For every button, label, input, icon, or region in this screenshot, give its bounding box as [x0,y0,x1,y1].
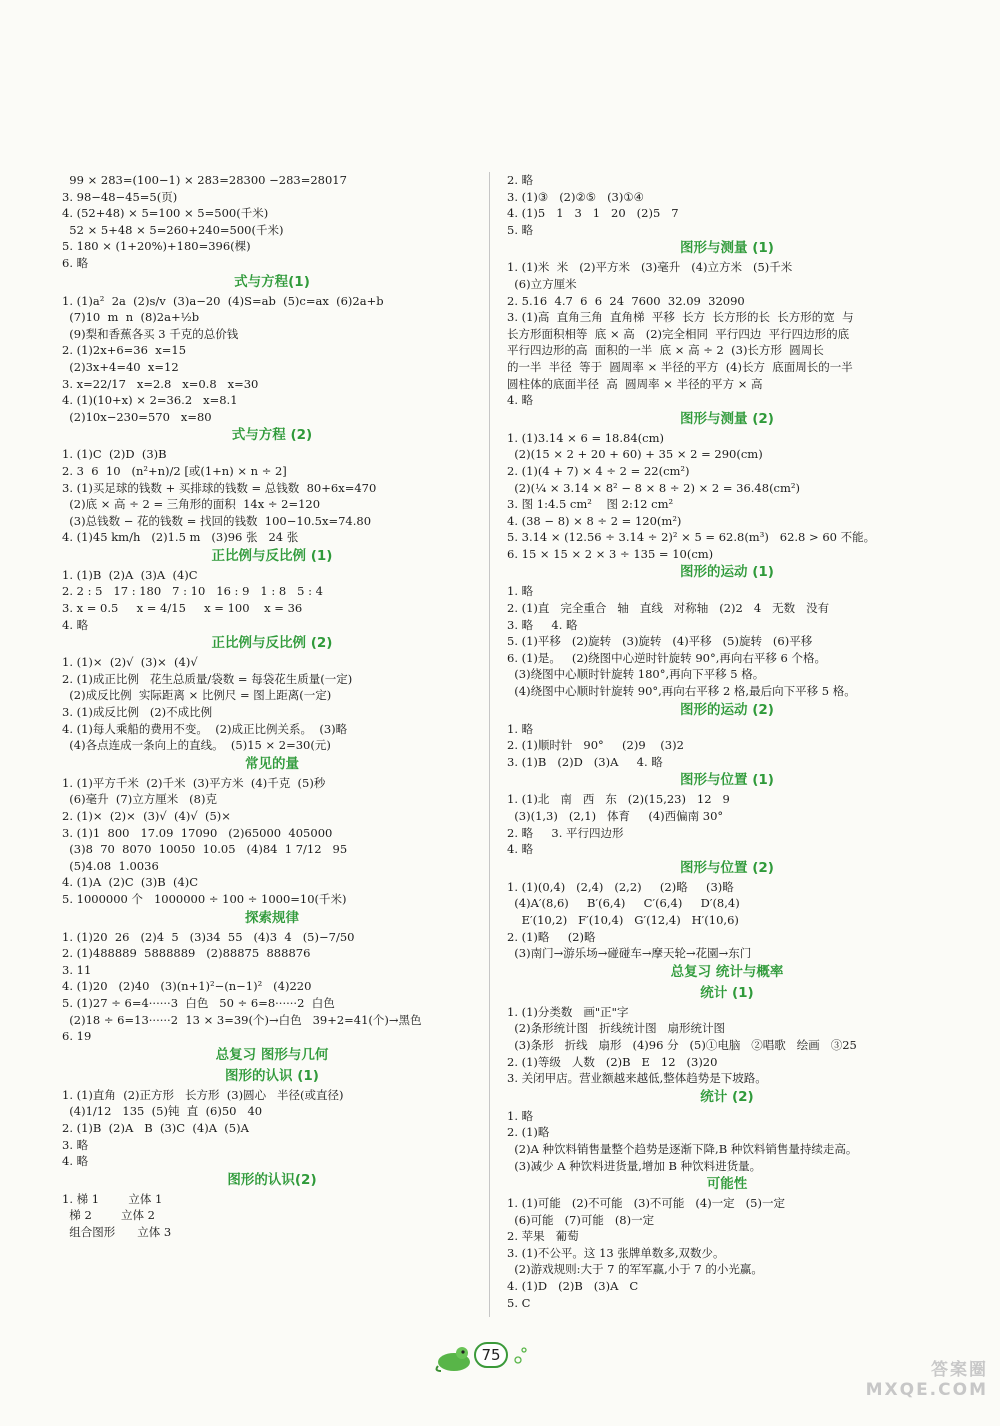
answer-line: (7)10 m n (8)2a+½b [62,310,200,325]
answer-line: 1. 略 [507,721,534,736]
answer-line: (2)10x−230=570 x=80 [62,409,212,424]
answer-line: (3)减少 A 种饮料进货量,增加 B 种饮料进货量。 [507,1158,762,1173]
answer-line: 3. 略 4. 略 [507,617,578,632]
answer-line: 6. 19 [62,1029,92,1044]
answer-line: 1. (1)(0,4) (2,4) (2,2) (2)略 (3)略 [507,879,734,894]
answer-line: 2. 5.16 4.7 6 6 24 7600 32.09 32090 [507,293,745,308]
answer-line: (3)(1,3) (2,1) 体育 (4)西偏南 30° [507,809,724,823]
section-heading: 图形的认识(2) [227,1171,317,1188]
answer-line: 1. (1)C (2)D (3)B [62,447,167,462]
answer-line: 2. (1)(4 + 7) × 4 ÷ 2 = 22(cm²) [507,463,690,478]
answer-line: 3. x = 0.5 x = 4/15 x = 100 x = 36 [62,601,303,616]
answer-line: 3. 11 [62,962,92,977]
answer-line: 1. (1)3.14 × 6 = 18.84(cm) [507,430,664,445]
answer-line: 1. (1)米 米 (2)平方米 (3)毫升 (4)立方米 (5)千米 [507,260,793,275]
answer-line: (6)毫升 (7)立方厘米 (8)克 [62,792,217,807]
answer-line: 5. C [507,1295,531,1310]
section-heading: 总复习 统计与概率 [670,963,784,980]
answer-line: 2. (1)B (2)A B (3)C (4)A (5)A [62,1120,249,1135]
answer-line: 6. 略 [62,255,89,270]
answer-line: 5. 3.14 × (12.56 ÷ 3.14 ÷ 2)² × 5 = 62.8(m³) 62.8 > 60 不能。 [507,530,876,545]
answer-line: 1. (1)可能 (2)不可能 (3)不可能 (4)一定 (5)一定 [507,1196,785,1211]
answer-line: 3. 略 [62,1137,89,1152]
section-heading: 图形与位置 (1) [680,772,774,789]
answer-line: (4)绕图中心顺时针旋转 90°,再向右平移 2 格,最后向下平移 5 格。 [507,684,856,699]
answer-line: 3. 98−48−45=5(页) [62,189,178,204]
answer-line: 4. 略 [507,393,534,408]
answer-line: 长方形面积相等 底 × 高 (2)完全相同 平行四边 平行四边形的底 [507,326,850,341]
answer-line: 3. (1)高 直角三角 直角梯 平移 长方 长方形的长 长方形的宽 与 [507,310,854,325]
cartoon-mascot-icon [432,1340,476,1374]
answer-line: 5. (1)平移 (2)旋转 (3)旋转 (4)平移 (5)旋转 (6)平移 [507,634,813,649]
page-number: 75 [474,1342,508,1368]
answer-line: 3. (1)买足球的钱数 + 买排球的钱数 = 总钱数 80+6x=470 [62,480,377,495]
answer-line: 1. 略 [507,584,534,599]
answer-line: 1. (1)平方千米 (2)千米 (3)平方米 (4)千克 (5)秒 [62,775,326,790]
answer-line: 1. 梯 1 立体 1 [62,1191,163,1206]
answer-line: 3. (1)1 800 17.09 17090 (2)65000 405000 [62,825,333,840]
answer-line: 1. (1)分类数 画"正"字 [507,1004,629,1019]
answer-line: 4. (52+48) × 5=100 × 5=500(千米) [62,206,269,221]
answer-line: 2. (1)直 完全重合 轴 直线 对称轴 (2)2 4 无数 没有 [507,601,830,616]
section-heading: 图形的运动 (2) [680,701,774,718]
section-heading: 探索规律 [245,909,299,926]
answer-line: 4. (38 − 8) × 8 ÷ 2 = 120(m²) [507,513,682,528]
answer-line: 2. (1)等级 人数 (2)B E 12 (3)20 [507,1054,718,1069]
answer-line: 99 × 283=(100−1) × 283=28300 −283=28017 [62,173,347,187]
answer-line: 4. 略 [62,1154,89,1169]
answer-line: (5)4.08 1.0036 [62,858,159,873]
answer-line: (6)可能 (7)可能 (8)一定 [507,1212,655,1227]
section-heading: 式与方程 (2) [231,427,313,444]
answer-line: 2. (1)× (2)× (3)√ (4)√ (5)× [62,809,231,823]
section-heading: 统计 (1) [700,984,754,1001]
answer-line: 3. (1)B (2)D (3)A 4. 略 [507,754,663,769]
answer-line: 2. (1)顺时针 90° (2)9 (3)2 [507,738,684,753]
answer-line: (6)立方厘米 [507,276,577,291]
answer-line: 52 × 5+48 × 5=260+240=500(千米) [62,222,284,237]
answer-line: 4. 略 [507,842,534,857]
left-answer-column [62,172,482,1240]
answer-line: (2)A 种饮料销售量整个趋势是逐渐下降,B 种饮料销售量持续走高。 [507,1141,858,1156]
answer-line: 2. 苹果 葡萄 [507,1229,579,1244]
watermark-site: MXQE.COM [865,1380,988,1400]
answer-line: 3. x=22/17 x=2.8 x=0.8 x=30 [62,376,259,391]
answer-line: 5. 1000000 个 1000000 ÷ 100 ÷ 1000=10(千米) [62,891,347,906]
answer-line: 3. (1)成反比例 (2)不成比例 [62,705,213,720]
answer-line: 4. (1)D (2)B (3)A C [507,1279,639,1294]
answer-line: 1. (1)北 南 西 东 (2)(15,23) 12 9 [507,792,730,807]
answer-line: (3)总钱数 − 花的钱数 = 找回的钱数 100−10.5x=74.80 [62,513,372,528]
section-heading: 式与方程(1) [234,273,310,290]
answer-line: 1. (1)20 26 (2)4 5 (3)34 55 (4)3 4 (5)−7/50 [62,929,355,944]
answer-line: 2. (1)略 (2)略 [507,929,596,944]
section-heading: 正比例与反比例 (2) [211,635,333,652]
section-heading: 图形的运动 (1) [680,564,774,581]
answer-line: (2)游戏规则:大于 7 的军军赢,小于 7 的小光赢。 [507,1262,763,1277]
section-heading: 图形与测量 (2) [680,410,774,427]
answer-line: (3)条形 折线 扇形 (4)96 分 (5)①电脑 ②唱歌 绘画 ③25 [507,1037,857,1052]
answer-line: (3)绕图中心顺时针旋转 180°,再向下平移 5 格。 [507,667,765,682]
answer-line: (4)A′(8,6) B′(6,4) C′(6,4) D′(8,4) [507,896,740,911]
answer-line: (2)18 ÷ 6=13······2 13 × 3=39(个)→白色 39+2=41(个)→黑色 [62,1012,422,1027]
answer-line: 2. (1)成正比例 花生总质量/袋数 = 每袋花生质量(一定) [62,671,353,686]
bubble-decoration-icon [512,1340,530,1370]
section-heading: 图形与测量 (1) [680,240,774,257]
section-heading: 总复习 图形与几何 [215,1046,329,1063]
section-heading: 正比例与反比例 (1) [211,547,333,564]
answer-line: 4. (1)45 km/h (2)1.5 m (3)96 张 24 张 [62,530,299,545]
section-heading: 常见的量 [245,755,299,772]
answer-line: 2. 3 6 10 (n²+n)/2 [或(1+n) × n ÷ 2] [62,463,287,478]
answer-line: 圆柱体的底面半径 高 圆周率 × 半径的平方 × 高 [507,376,763,391]
answer-line: 2. 略 3. 平行四边形 [507,825,624,840]
answer-line: 4. (1)20 (2)40 (3)(n+1)²−(n−1)² (4)220 [62,979,312,994]
answer-line: 4. (1)A (2)C (3)B (4)C [62,875,199,890]
answer-line: 3. (1)不公平。这 13 张牌单数多,双数少。 [507,1245,725,1260]
answer-line: 1. 略 [507,1108,534,1123]
answer-line: 1. (1)B (2)A (3)A (4)C [62,567,198,582]
answer-line: (3)8 70 8070 10050 10.05 (4)84 1 7/12 95 [62,842,348,857]
answer-line: (2)成反比例 实际距离 × 比例尺 = 图上距离(一定) [62,688,332,703]
answer-line: 5. 180 × (1+20%)+180=396(棵) [62,239,251,254]
answer-line: 2. (1)略 [507,1125,550,1140]
answer-line: 3. 图 1:4.5 cm² 图 2:12 cm² [507,497,674,512]
section-heading: 图形与位置 (2) [680,859,774,876]
answer-line: 1. (1)× (2)√ (3)× (4)√ [62,655,198,670]
answer-line: 组合图形 立体 3 [62,1224,172,1239]
answer-line: (4)1/12 135 (5)钝 直 (6)50 40 [62,1104,263,1119]
section-heading: 图形的认识 (1) [225,1067,319,1084]
answer-line: (2)(¼ × 3.14 × 8² − 8 × 8 ÷ 2) × 2 = 36.48(cm²) [507,480,800,495]
answer-line: 3. (1)③ (2)②⑤ (3)①④ [507,189,644,204]
watermark-logo: 答案圈 [931,1360,988,1380]
section-heading: 可能性 [706,1176,748,1193]
watermark [818,1360,988,1420]
answer-line: 平行四边形的高 面积的一半 底 × 高 ÷ 2 (3)长方形 圆周长 [507,343,824,358]
answer-line: 2. 2 : 5 17 : 180 7 : 10 16 : 9 1 : 8 5 : 4 [62,584,323,599]
answer-line: 4. (1)每人乘船的费用不变。 (2)成正比例关系。 (3)略 [62,721,348,736]
answer-line: 4. (1)5 1 3 1 20 (2)5 7 [507,206,679,221]
answer-line: (3)南门→游乐场→碰碰车→摩天轮→花園→东门 [507,946,752,961]
answer-line: 3. 关闭甲店。营业额越来越低,整体趋势是下坡路。 [507,1071,767,1086]
answer-line: 2. 略 [507,173,534,187]
column-divider [489,172,490,1317]
answer-line: (2)(15 × 2 + 20 + 60) + 35 × 2 = 290(cm) [507,447,763,462]
answer-line: 4. (1)(10+x) × 2=36.2 x=8.1 [62,393,238,408]
right-answer-column [507,172,947,1311]
answer-line: E′(10,2) F′(10,4) G′(12,4) H′(10,6) [507,912,739,927]
answer-line: 6. 15 × 15 × 2 × 3 ÷ 135 = 10(cm) [507,546,714,561]
answer-line: (9)梨和香蕉各买 3 千克的总价钱 [62,326,239,341]
answer-line: 1. (1)直角 (2)正方形 长方形 (3)圆心 半径(或直径) [62,1087,344,1102]
answer-line: (2)底 × 高 ÷ 2 = 三角形的面积 14x ÷ 2=120 [62,497,321,512]
answer-line: 的一半 半径 等于 圆周率 × 半径的平方 (4)长方 底面周长的一半 [507,359,853,374]
answer-line: 1. (1)a² 2a (2)s/v (3)a−20 (4)S=ab (5)c=ax (6)2a+b [62,293,384,308]
answer-line: 4. 略 [62,617,89,632]
answer-line: (2)3x+4=40 x=12 [62,359,179,374]
answer-line: 梯 2 立体 2 [62,1208,155,1223]
answer-line: 2. (1)2x+6=36 x=15 [62,343,187,358]
page-footer [432,1338,552,1374]
answer-line: (2)条形统计图 折线统计图 扇形统计图 [507,1021,726,1036]
answer-line: (4)各点连成一条向上的直线。 (5)15 × 2=30(元) [62,738,331,753]
section-heading: 统计 (2) [700,1088,754,1105]
answer-line: 2. (1)488889 5888889 (2)88875 888876 [62,946,311,961]
answer-line: 5. (1)27 ÷ 6=4······3 白色 50 ÷ 6=8······2 白色 [62,995,335,1010]
answer-line: 5. 略 [507,222,534,237]
answer-line: 6. (1)是。 (2)绕图中心逆时针旋转 90°,再向右平移 6 个格。 [507,650,826,665]
